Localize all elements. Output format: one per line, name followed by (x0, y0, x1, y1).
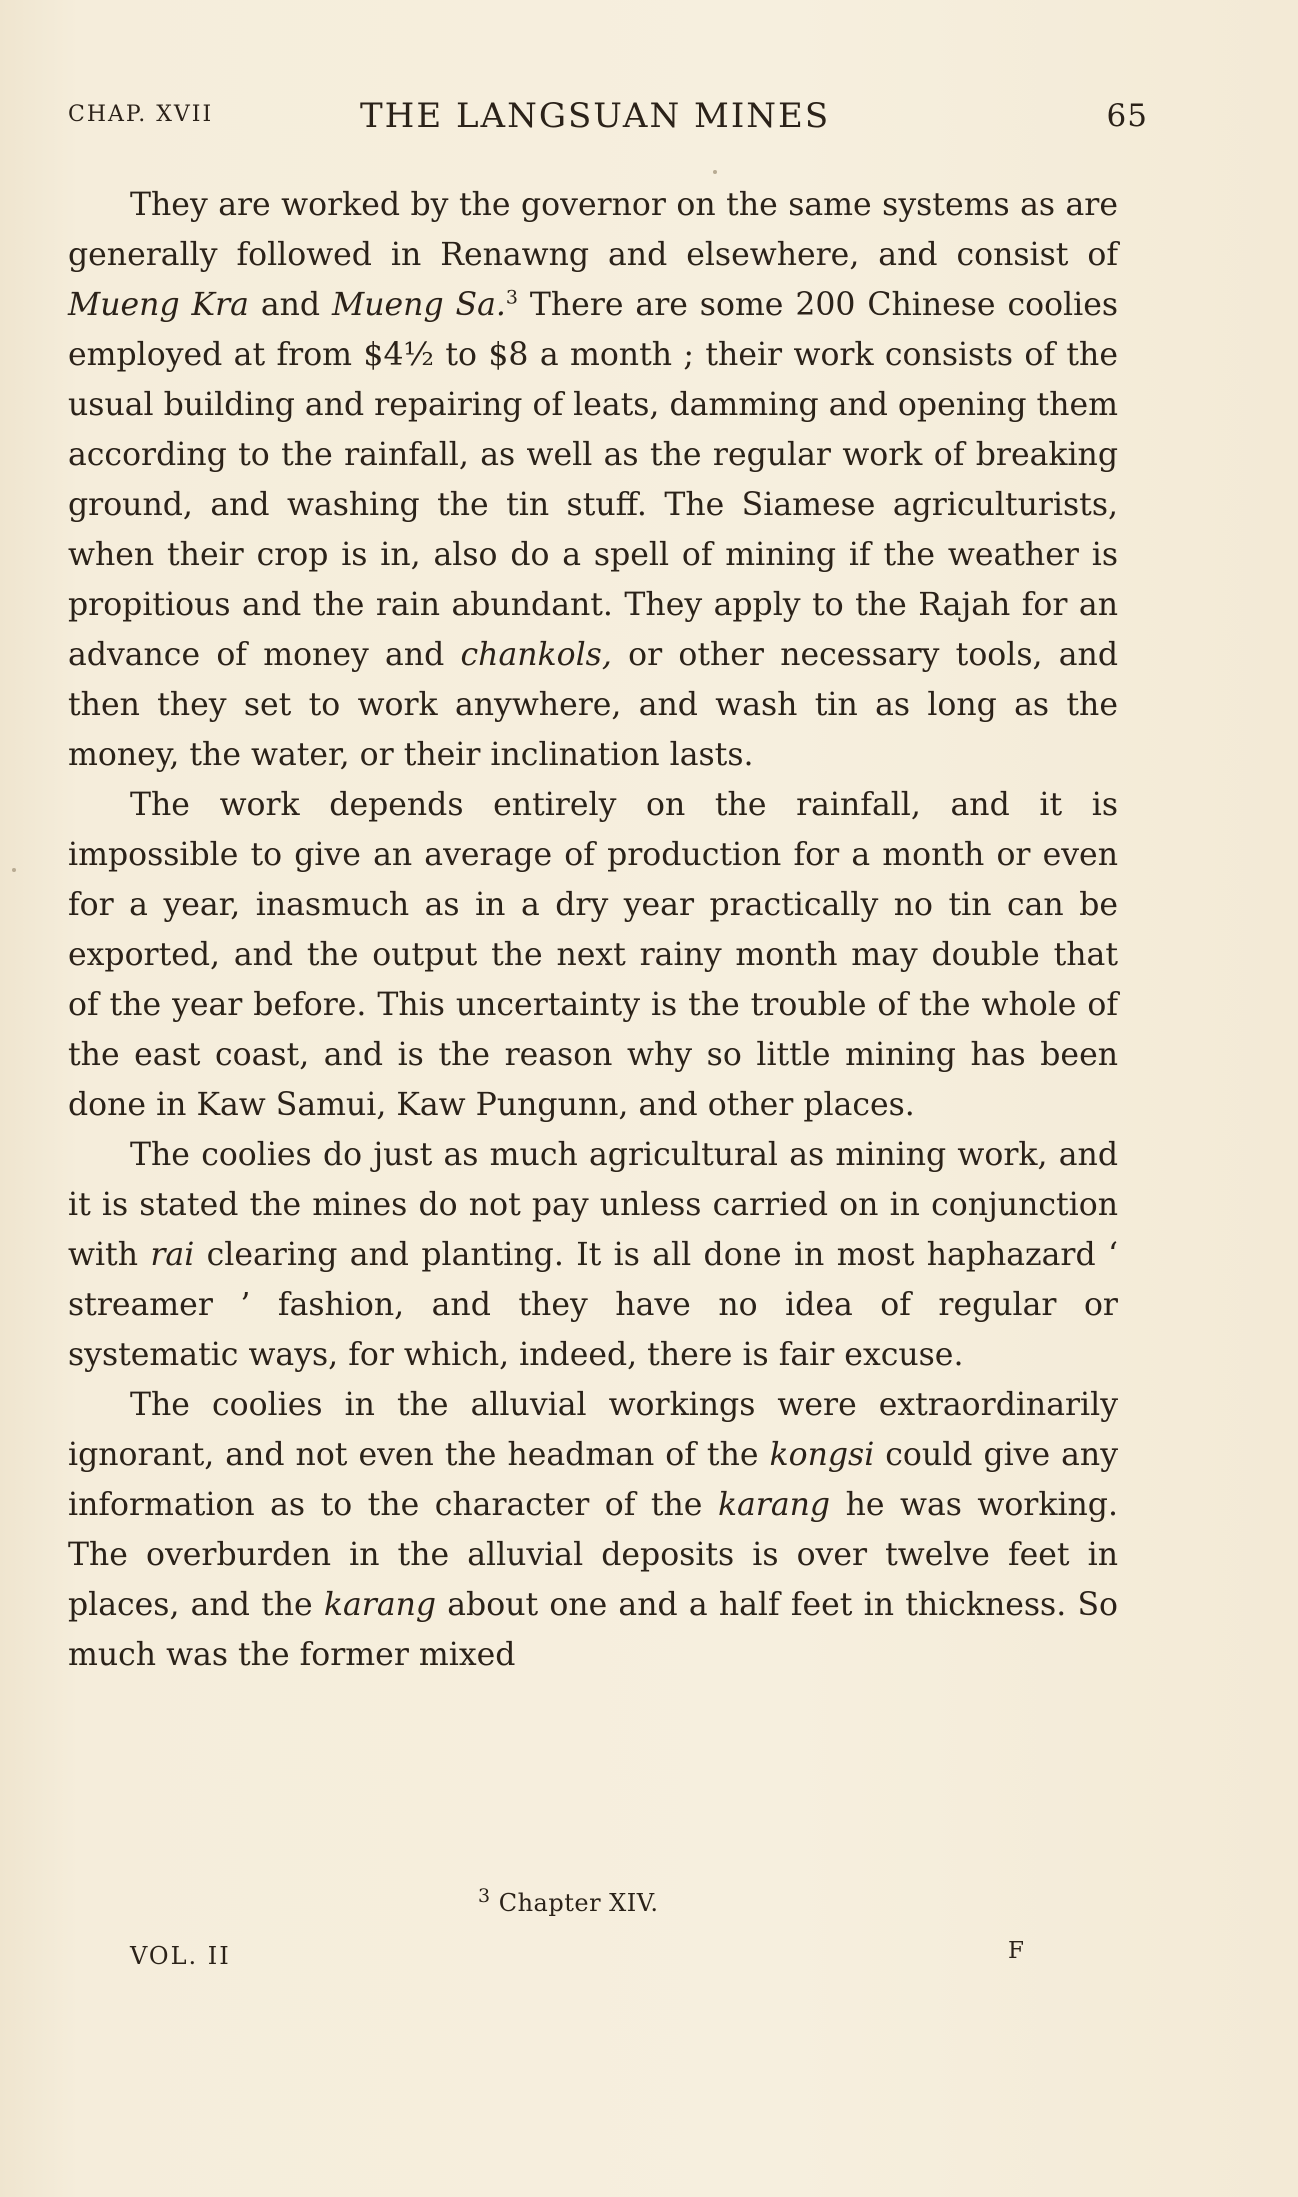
footnote-text: Chapter XIV. (490, 1889, 659, 1917)
volume-label: VOL. II (130, 1942, 231, 1970)
paper-speck (12, 868, 16, 872)
chapter-label: CHAP. XVII (68, 102, 214, 127)
text-run: The coolies do just as much agricultural as mining work, and it is stated the mines do not pay unless carried on in conjunction with (68, 1137, 1118, 1273)
text-run: They are worked by the governor on the same systems as are generally followed in Renawng and elsewhere, and consist of (68, 187, 1118, 273)
running-title: THE LANGSUAN MINES (360, 96, 831, 136)
page-number: 65 (1106, 98, 1148, 134)
paragraph (68, 180, 1118, 780)
paragraph (68, 1130, 1118, 1380)
page-footer (0, 1938, 1298, 1982)
italic-term: kongsi (769, 1437, 875, 1473)
text-run: he was working. The overburden in the alluvial deposits is over twelve feet in places, and the (68, 1487, 1118, 1623)
italic-term: karang (323, 1587, 437, 1623)
signature-mark: F (1008, 1938, 1026, 1964)
text-run: The work depends entirely on the rainfall, and it is impossible to give an average of production for a month or even for a year, inasmuch as in a dry year practically no tin can be exported, and the output the next rainy month may double that of the year before. This uncertainty is the trouble of the whole of the east coast, and is the reason why so little mining has been done in Kaw Samui, Kaw Pungunn, and other places. (68, 787, 1118, 1123)
footnote (478, 1885, 659, 1917)
italic-term: Mueng Sa. (331, 287, 506, 323)
text-run: or other necessary tools, and then they set to work anywhere, and wash tin as long as the money, the water, or their inclination lasts. (68, 637, 1118, 773)
text-run: and (248, 287, 332, 323)
body-text (68, 180, 1118, 1680)
footnote-marker: 3 (478, 1885, 491, 1907)
running-header (68, 96, 1148, 140)
text-run: The coolies in the alluvial workings were extraordinarily ignorant, and not even the headman of the (68, 1387, 1118, 1473)
text-run: There are some 200 Chinese coolies employed at from $4½ to $8 a month ; their work consists of the usual building and repairing of leats, damming and opening them according to the rainfall, as well as the regular work of breaking ground, and washing the tin stuff. The Siamese agriculturists, when their crop is in, also do a spell of mining if the weather is propitious and the rain abundant. They apply to the Rajah for an advance of money and (68, 287, 1119, 673)
paragraph (68, 1380, 1118, 1680)
footnote-reference: 3 (505, 286, 518, 309)
text-run: about one and a half feet in thickness. So much was the former mixed (68, 1587, 1118, 1673)
paper-speck (713, 170, 717, 174)
text-run: clearing and planting. It is all done in most haphazard ‘ streamer ’ fashion, and they have no idea of regular or systematic ways, for which, indeed, there is fair excuse. (68, 1237, 1119, 1373)
text-run: could give any information as to the character of the (68, 1437, 1118, 1523)
italic-term: rai (150, 1237, 195, 1273)
paragraph (68, 780, 1118, 1130)
italic-term: chankols, (460, 637, 612, 673)
italic-term: Mueng Kra (68, 287, 249, 323)
italic-term: karang (717, 1487, 831, 1523)
